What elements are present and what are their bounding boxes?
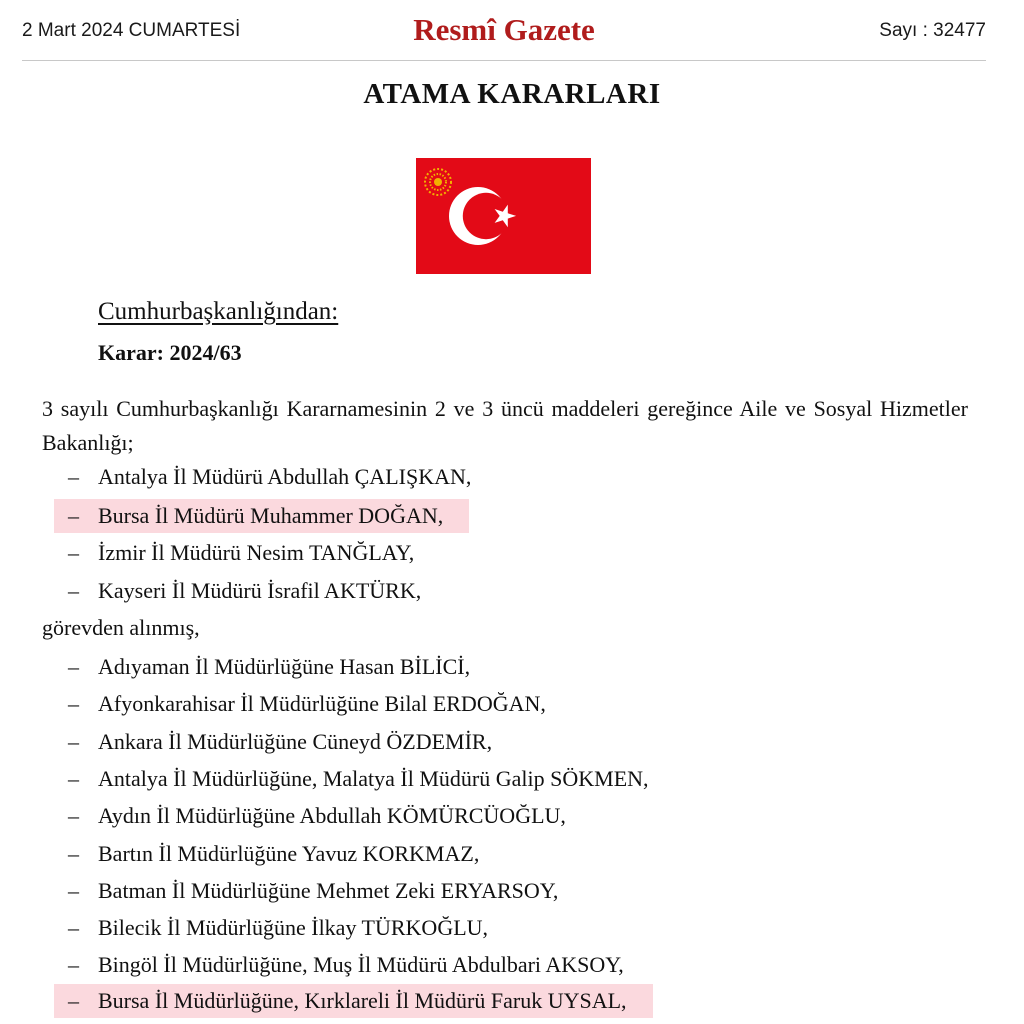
dash-bullet: – [68, 540, 79, 565]
dash-bullet: – [68, 654, 79, 679]
list-item: – İzmir İl Müdürü Nesim TANĞLAY, [68, 536, 440, 570]
gazette-title: Resmî Gazete [413, 12, 595, 47]
document-title: ATAMA KARARLARI [363, 78, 661, 110]
dash-bullet: – [68, 803, 79, 828]
issue-date: 2 Mart 2024 CUMARTESİ [22, 20, 241, 41]
list-item: – Bilecik İl Müdürlüğüne İlkay TÜRKOĞLU, [68, 911, 514, 945]
dash-bullet: – [68, 878, 79, 903]
dash-bullet: – [68, 691, 79, 716]
dash-bullet: – [68, 988, 79, 1013]
issuing-authority: Cumhurbaşkanlığından: [98, 298, 339, 325]
intro-paragraph: 3 sayılı Cumhurbaşkanlığı Kararnamesinin 2 ve 3 üncü maddeleri gereğince Aile ve Sosyal Hizmetler Bakanlığı; [42, 396, 968, 455]
dash-bullet: – [68, 766, 79, 791]
decision-number: Karar: 2024/63 [98, 340, 242, 365]
list-item: – Kayseri İl Müdürü İsrafil AKTÜRK, [68, 574, 447, 608]
list-item-highlighted: – Bursa İl Müdürlüğüne, Kırklareli İl Müdürü Faruk UYSAL, [54, 984, 653, 1018]
list-item: – Ankara İl Müdürlüğüne Cüneyd ÖZDEMİR, [68, 725, 518, 759]
dash-bullet: – [68, 503, 79, 528]
dash-bullet: – [68, 729, 79, 754]
list-item: – Adıyaman İl Müdürlüğüne Hasan BİLİCİ, [68, 650, 496, 684]
dash-bullet: – [68, 841, 79, 866]
issue-number: Sayı : 32477 [879, 20, 986, 41]
list-item-highlighted: – Bursa İl Müdürü Muhammer DOĞAN, [54, 499, 469, 533]
list-item: – Bartın İl Müdürlüğüne Yavuz KORKMAZ, [68, 837, 505, 871]
list-item: – Antalya İl Müdürü Abdullah ÇALIŞKAN, [68, 460, 497, 494]
gazette-header [22, 0, 986, 61]
dash-bullet: – [68, 952, 79, 977]
dash-bullet: – [68, 464, 79, 489]
list-item: – Aydın İl Müdürlüğüne Abdullah KÖMÜRCÜOĞLU, [68, 799, 592, 833]
list-item: – Afyonkarahisar İl Müdürlüğüne Bilal ERDOĞAN, [68, 687, 572, 721]
turkish-flag-icon [416, 158, 591, 274]
list-item: – Batman İl Müdürlüğüne Mehmet Zeki ERYARSOY, [68, 874, 584, 908]
list-item: – Bingöl İl Müdürlüğüne, Muş İl Müdürü Abdulbari AKSOY, [68, 948, 650, 982]
removed-suffix: görevden alınmış, [42, 615, 200, 640]
list-item: – Antalya İl Müdürlüğüne, Malatya İl Müdürü Galip SÖKMEN, [68, 762, 675, 796]
dash-bullet: – [68, 915, 79, 940]
dash-bullet: – [68, 578, 79, 603]
